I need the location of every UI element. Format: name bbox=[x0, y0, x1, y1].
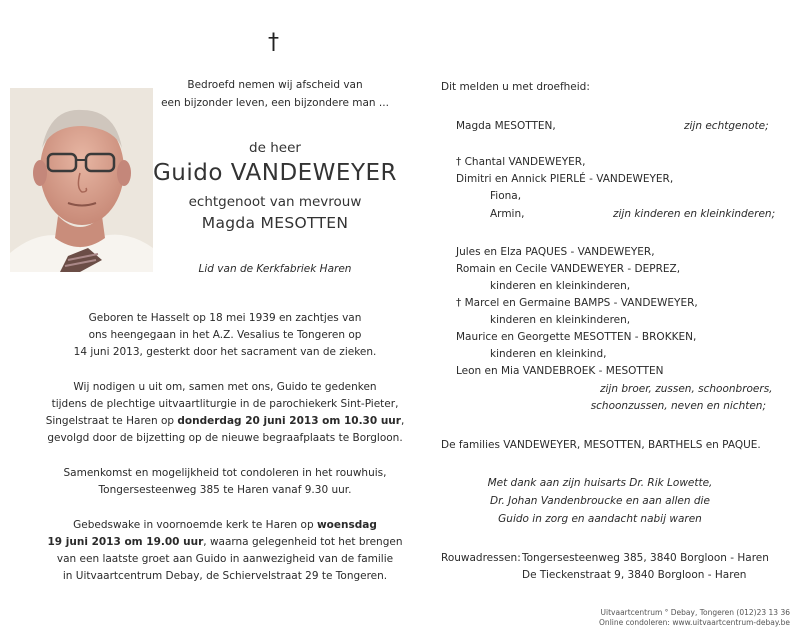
wake-line-1 bbox=[40, 518, 410, 532]
sibling-5: Leon en Mia VANDEBROEK - MESOTTEN bbox=[456, 365, 664, 377]
footer-undertaker: Uitvaartcentrum ° Debay, Tongeren (012)23 13 36 bbox=[600, 608, 790, 617]
wake-line-4: in Uitvaartcentrum Debay, de Schiervelstraat 29 te Tongeren. bbox=[62, 570, 388, 582]
spouse-label: echtgenoot van mevrouw bbox=[188, 194, 362, 210]
spouse-entry-name: Magda MESOTTEN, bbox=[456, 120, 556, 132]
portrait-photo bbox=[10, 88, 153, 272]
salutation: de heer bbox=[249, 140, 301, 156]
spouse-name: Magda MESOTTEN bbox=[201, 214, 349, 232]
intro-line-2: een bijzonder leven, een bijzondere man ... bbox=[161, 97, 389, 109]
address-1: Tongersesteenweg 385, 3840 Borgloon - Haren bbox=[522, 552, 769, 564]
siblings-role-2: schoonzussen, neven en nichten; bbox=[590, 400, 766, 412]
wake-line-2 bbox=[40, 535, 410, 549]
deceased-name: Guido VANDEWEYER bbox=[152, 160, 398, 186]
thanks-line-2: Dr. Johan Vandenbroucke en aan allen die bbox=[490, 495, 710, 507]
footer-website: Online condoleren: www.uitvaartcentrum-debay.be bbox=[599, 618, 790, 627]
wake-datetime: 19 juni 2013 om 19.00 uur bbox=[47, 536, 204, 548]
invite-line-3-end: , bbox=[400, 415, 405, 427]
address-label: Rouwadressen: bbox=[441, 552, 521, 564]
intro-line-1: Bedroefd nemen wij afscheid van bbox=[187, 79, 363, 91]
condolence-line-1: Samenkomst en mogelijkheid tot condoleren in het rouwhuis, bbox=[63, 467, 387, 479]
invite-line-4: gevolgd door de bijzetting op de nieuwe begraafplaats te Borgloon. bbox=[47, 432, 403, 444]
invite-line-1: Wij nodigen u uit om, samen met ons, Guido te gedenken bbox=[73, 381, 377, 393]
condolence-line-2: Tongersesteenweg 385 te Haren vanaf 9.30 uur. bbox=[98, 484, 352, 496]
wake-line-1-text: Gebedswake in voornoemde kerk te Haren op bbox=[73, 519, 317, 531]
siblings-role-1: zijn broer, zussen, schoonbroers, bbox=[600, 383, 773, 395]
spouse-entry-role: zijn echtgenote; bbox=[684, 120, 769, 132]
address-2: De Tieckenstraat 9, 3840 Borgloon - Haren bbox=[522, 569, 747, 581]
sibling-1: Jules en Elza PAQUES - VANDEWEYER, bbox=[456, 246, 655, 258]
thanks-line-1: Met dank aan zijn huisarts Dr. Rik Lowette, bbox=[487, 477, 713, 489]
birth-line-2: ons heengegaan in het A.Z. Vesalius te Tongeren op bbox=[88, 329, 362, 341]
wake-line-2-text: , waarna gelegenheid tot het brengen bbox=[203, 536, 403, 548]
sibling-4: Maurice en Georgette MESOTTEN - BROKKEN, bbox=[456, 331, 697, 343]
child-1: † Chantal VANDEWEYER, bbox=[456, 156, 586, 168]
grandchild-2: Armin, bbox=[490, 208, 525, 220]
grandchild-1: Fiona, bbox=[490, 190, 522, 202]
sibling-2-descendants: kinderen en kleinkinderen, bbox=[490, 280, 631, 292]
thanks-line-3: Guido in zorg en aandacht nabij waren bbox=[498, 513, 702, 525]
children-role: zijn kinderen en kleinkinderen; bbox=[613, 208, 776, 220]
funeral-datetime: donderdag 20 juni 2013 om 10.30 uur bbox=[177, 415, 401, 427]
sibling-3-descendants: kinderen en kleinkinderen, bbox=[490, 314, 631, 326]
wake-day: woensdag bbox=[316, 519, 377, 531]
families: De families VANDEWEYER, MESOTTEN, BARTHELS en PAQUE. bbox=[441, 439, 761, 451]
membership: Lid van de Kerkfabriek Haren bbox=[198, 263, 352, 275]
sibling-3: † Marcel en Germaine BAMPS - VANDEWEYER, bbox=[456, 297, 698, 309]
sibling-2: Romain en Cecile VANDEWEYER - DEPREZ, bbox=[456, 263, 681, 275]
sibling-4-descendants: kinderen en kleinkind, bbox=[490, 348, 607, 360]
birth-line-1: Geboren te Hasselt op 18 mei 1939 en zachtjes van bbox=[88, 312, 362, 324]
wake-line-3: van een laatste groet aan Guido in aanwezigheid van de familie bbox=[56, 553, 394, 565]
invite-line-3-text: Singelstraat te Haren op bbox=[45, 415, 178, 427]
invite-line-2: tijdens de plechtige uitvaartliturgie in de parochiekerk Sint-Pieter, bbox=[51, 398, 399, 410]
invite-line-3 bbox=[40, 414, 410, 428]
child-2: Dimitri en Annick PIERLÉ - VANDEWEYER, bbox=[456, 173, 674, 185]
cross-symbol: † bbox=[268, 30, 279, 55]
birth-line-3: 14 juni 2013, gesterkt door het sacrament van de zieken. bbox=[73, 346, 377, 358]
announcement-heading: Dit melden u met droefheid: bbox=[441, 81, 590, 93]
